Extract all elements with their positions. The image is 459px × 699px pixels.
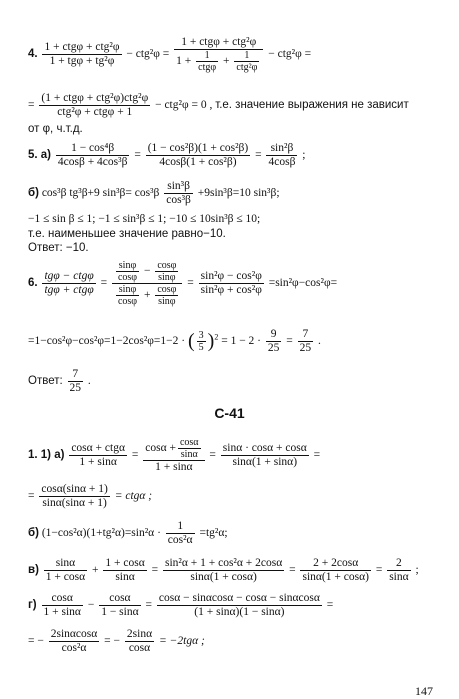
problem-6-line-1: 6. $\frac{\text{tgφ − ctgφ}}{\text{tgφ + ctgφ}}$ = $\frac{\sin\varphi}{\cos\varphi}$ − $\frac{\cos\varphi}{\sin\varphi}$ $\frac{\sin\varphi}{\cos\varphi}$ + $\frac{\cos\varphi}{\sin\varphi}$ = $\frac{\text{sin²φ − cos²φ}}{\text{sin²φ + cos²φ}}$ =sin²φ−cos²φ= [28,260,338,307]
fraction: $\frac{\text{1 + ctgφ + ctg²φ}}{\text{1 + tgφ + tg²φ}}$ [44,41,120,67]
s41-1b: б) (1−cos²α)(1+tg²α)=sin²α · $\frac{1}{\text{cos²α}}$ =tg²α; [28,520,228,546]
problem-number: 4. [28,48,38,61]
section-title: С-41 [214,405,245,421]
problem-4-line-1 [28,36,311,73]
fraction: $\frac{\text{sin³β}}{\text{cos³β}}$ [166,180,191,206]
s41-1g-line-1: г) $\frac{\cos\alpha}{1 + \sin\alpha}$ − $\frac{\cos\alpha}{1 - \sin\alpha}$ = $\frac{\cos\alpha - \sin\alpha\cos\alpha - \cos\alpha - \sin\alpha\cos\alpha}{(1 + \sin\alpha)(1 - \sin\alpha)}$ = [28,592,334,618]
s41-1a-line-2: = $\frac{\cos\alpha(\sin\alpha + 1)}{\sin\alpha(\sin\alpha + 1)}$ = ctgα ; [28,483,153,509]
problem-5b: б) cos³β tg³β+9 sin³β= cos³β $\frac{\text{sin³β}}{\text{cos³β}}$ +9sin³β=10 sin³β; [28,180,280,206]
page-number: 147 [415,684,433,698]
expression: − ctg²φ = [268,48,312,61]
problem-number: 1. 1) а) [28,449,65,462]
problem-5a: 5. а) $\frac{\text{1 − cos⁴β}}{\text{4cosβ + 4cos³β}}$ = $\frac{\text{(1 − cos²β)(1 + cos²β)}}{\text{4cosβ(1 + cos²β)}}$ = $\frac{\text{sin²β}}{4\cos\beta}$ ; [28,142,306,168]
problem-6-answer: Ответ: $\frac{7}{25}$ . [28,368,91,394]
problem-5b-inequality: −1 ≤ sin β ≤ 1; −1 ≤ sin³β ≤ 1; −10 ≤ 10sin³β ≤ 10; [28,213,261,225]
fraction: $\frac{\text{sin²φ − cos²φ}}{\text{sin²φ + cos²φ}}$ [200,270,262,296]
problem-number: 5. а) [28,149,52,162]
fraction: $\frac{\text{tgφ − ctgφ}}{\text{tgφ + ctgφ}}$ [44,270,94,296]
fraction: $\frac{\text{(1 + ctgφ + ctg²φ)ctg²φ}}{\text{ctg²φ + ctgφ + 1}}$ [41,92,149,118]
problem-4-line-3: от φ, ч.т.д. [28,123,83,135]
s41-1g-line-2: = − $\frac{2\sin\alpha\cos\alpha}{\text{cos²α}}$ = − $\frac{2\sin\alpha}{\cos\alpha}$ = −2tgα ; [28,628,205,654]
item-label: б) [28,187,39,200]
problem-4-line-2: = $\frac{\text{(1 + ctgφ + ctg²φ)ctg²φ}}{\text{ctg²φ + ctgφ + 1}}$ − ctg²φ = 0 , т.е. значение выражения не зависит [28,92,409,118]
fraction: $\frac{\text{sin²β}}{4\cos\beta}$ [268,142,296,168]
s41-1v: в) $\frac{\sin\alpha}{1 + \cos\alpha}$ + $\frac{1 + \cos\alpha}{\sin\alpha}$ = $\frac{\text{sin²α + 1 + cos²α + 2cosα}}{\sin\alpha(1 + \cos\alpha)}$ = $\frac{2 + 2\cos\alpha}{\sin\alpha(1 + \cos\alpha)}$ = $\frac{2}{\sin\alpha}$ ; [28,557,419,583]
compound-fraction: cosα + $\frac{\cos\alpha}{\sin\alpha}$ 1 + sinα [143,437,204,474]
compound-fraction: $\frac{\sin\varphi}{\cos\varphi}$ − $\frac{\cos\varphi}{\sin\varphi}$ $\frac{\sin\varphi}{\cos\varphi}$ + $\frac{\cos\varphi}{\sin\varphi}$ [112,260,182,307]
problem-5b-text: т.е. наименьшее значение равно−10. [28,228,226,240]
fraction: $\frac{\text{1 − cos⁴β}}{\text{4cosβ + 4cos³β}}$ [57,142,128,168]
problem-number: 6. [28,277,38,290]
problem-5-answer: Ответ: −10. [28,242,89,254]
fraction: 1 + ctgφ + ctg²φ 1 + $\frac{1}{\text{ctgφ}}$ + $\frac{1}{\text{ctg²φ}}$ [174,36,263,73]
problem-6-line-2: =1−cos²φ−cos²φ=1−2cos²φ=1−2 · ( $\frac{3}{5}$ )$^2$ = 1 − 2 · $\frac{9}{25}$ = $\frac{7}{25}$ . [28,328,321,354]
s41-1a-line-1: 1. 1) а) $\frac{\text{cosα + ctgα}}{1 + \sin\alpha}$ = cosα + $\frac{\cos\alpha}{\sin\alpha}$ 1 + sinα = $\frac{\sin\alpha \cdot \cos\alpha + \cos\alpha}{\sin\alpha(1 + \sin\alpha)}$ = [28,437,321,473]
text: т.е. значение выражения не зависит [215,99,409,112]
expression: − ctg²φ = [126,48,170,61]
fraction: $\frac{\text{(1 − cos²β)(1 + cos²β)}}{\text{4cosβ(1 + cos²β)}}$ [147,142,249,168]
